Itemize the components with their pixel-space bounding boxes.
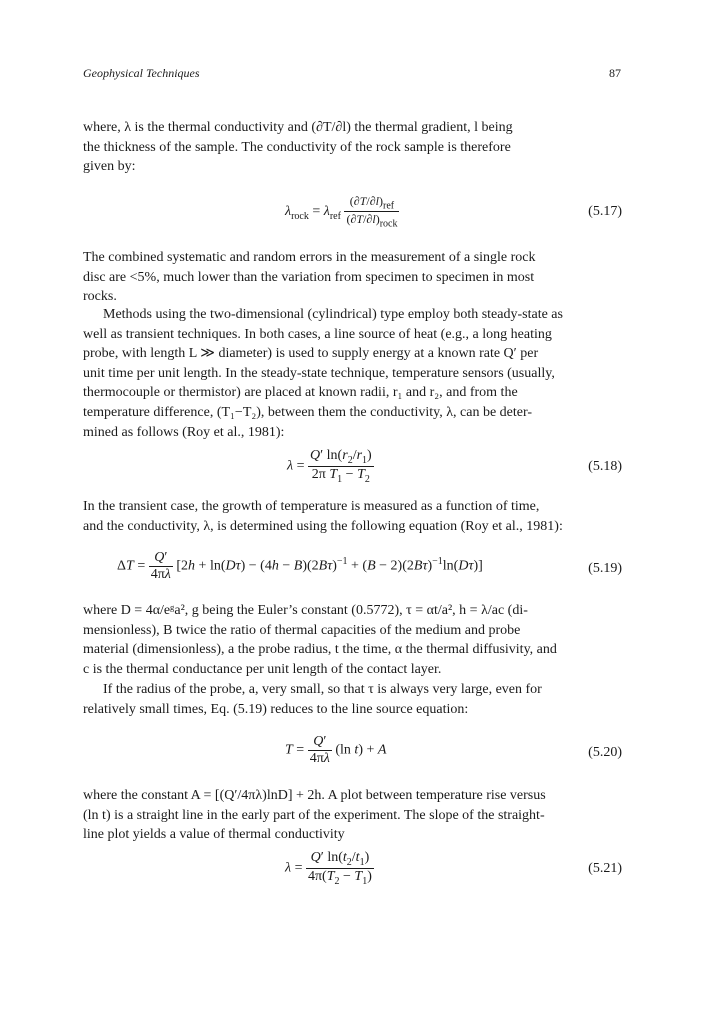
paragraph-errors <box>83 248 622 307</box>
page-header <box>83 66 621 84</box>
page-number: 87 <box>609 66 621 80</box>
text-line: c is the thermal conductance per unit length of the contact layer. <box>83 661 442 677</box>
equation-number: (5.21) <box>588 861 622 876</box>
text-line: relatively small times, Eq. (5.19) reduces to the line source equation: <box>83 701 469 717</box>
equation-number: (5.19) <box>588 561 622 576</box>
paragraph-methods <box>83 305 622 442</box>
text-line: well as transient techniques. In both cases, a line source of heat (e.g., a long heating <box>83 326 552 342</box>
text-line: and the conductivity, λ, is determined using the following equation (Roy et al., 1981): <box>83 518 563 534</box>
equation-5-17: $\lambda_{rock} = \lambda_{ref}$ $\frac{(\partial T/\partial l)_{ref}}{(\partial T/\partial l)_{rock}}$ (5.17) <box>285 194 622 230</box>
text-line: the thickness of the sample. The conductivity of the rock sample is therefore <box>83 139 511 155</box>
equation-5-20: T = $\frac{Q'}{4\pi\lambda}$ (ln t) + A (5.20) <box>285 734 622 766</box>
paragraph-probe-radius <box>83 680 622 719</box>
running-title: Geophysical Techniques <box>83 66 200 80</box>
text-line: unit time per unit length. In the steady-state technique, temperature sensors (usually, <box>83 365 555 381</box>
equation-5-21: λ = $\frac{Q' \ln(t_2/t_1)}{4\pi(T_2 - T_1)}$ (5.21) <box>285 850 622 887</box>
text-line: mined as follows (Roy et al., 1981): <box>83 424 285 440</box>
text-line: The combined systematic and random errors in the measurement of a single rock <box>83 250 536 265</box>
text-line: where, λ is the thermal conductivity and (∂T/∂l) the thermal gradient, l being <box>83 120 513 135</box>
paragraph-definitions <box>83 601 622 679</box>
equation-number: (5.18) <box>588 459 622 474</box>
paragraph-intro <box>83 118 622 177</box>
text-line: rocks. <box>83 289 117 305</box>
text-line: probe, with length L ≫ diameter) is used to supply energy at a known rate Q′ per <box>83 346 539 362</box>
equation-5-19: ΔT = $\frac{Q'}{4\pi\lambda}$ $[2h + \ln(D\tau) - (4h - B)(2B\tau)^{-1} + (B - 2)(2B\tau)^{-1}\ln(D\tau)]$ (5.19) <box>117 550 622 582</box>
text-line: material (dimensionless), a the probe radius, t the time, α the thermal diffusivity, and <box>83 642 557 658</box>
text-line: (ln t) is a straight line in the early part of the experiment. The slope of the straight- <box>83 807 545 823</box>
paragraph-plot <box>83 786 622 845</box>
text-line: disc are <5%, much lower than the variation from specimen to specimen in most <box>83 269 535 285</box>
text-line: temperature difference, (T₁−T₂), between them the conductivity, λ, can be deter- <box>83 404 533 420</box>
text-line: line plot yields a value of thermal conductivity <box>83 827 345 843</box>
equation-5-18: λ = $\frac{Q' \ln(r_2/r_1)}{2\pi T_1 - T_2}$ (5.18) <box>287 448 622 485</box>
text-line: In the transient case, the growth of temperature is measured as a function of time, <box>83 499 540 514</box>
text-line: Methods using the two-dimensional (cylindrical) type employ both steady-state as <box>103 307 563 322</box>
paragraph-transient <box>83 497 622 536</box>
equation-number: (5.20) <box>588 745 622 760</box>
equation-number: (5.17) <box>588 204 622 219</box>
text-line: where D = 4α/eᵍa², g being the Euler’s constant (0.5772), τ = αt/a², h = λ/ac (di- <box>83 603 528 618</box>
text-line: given by: <box>83 159 136 175</box>
text-line: mensionless), B twice the ratio of thermal capacities of the medium and probe <box>83 622 521 638</box>
text-line: If the radius of the probe, a, very small, so that τ is always very large, even for <box>103 682 542 697</box>
text-line: thermocouple or thermistor) are placed at known radii, r₁ and r₂, and from the <box>83 385 518 401</box>
text-line: where the constant A = [(Q′/4πλ)lnD] + 2h. A plot between temperature rise versus <box>83 788 546 803</box>
